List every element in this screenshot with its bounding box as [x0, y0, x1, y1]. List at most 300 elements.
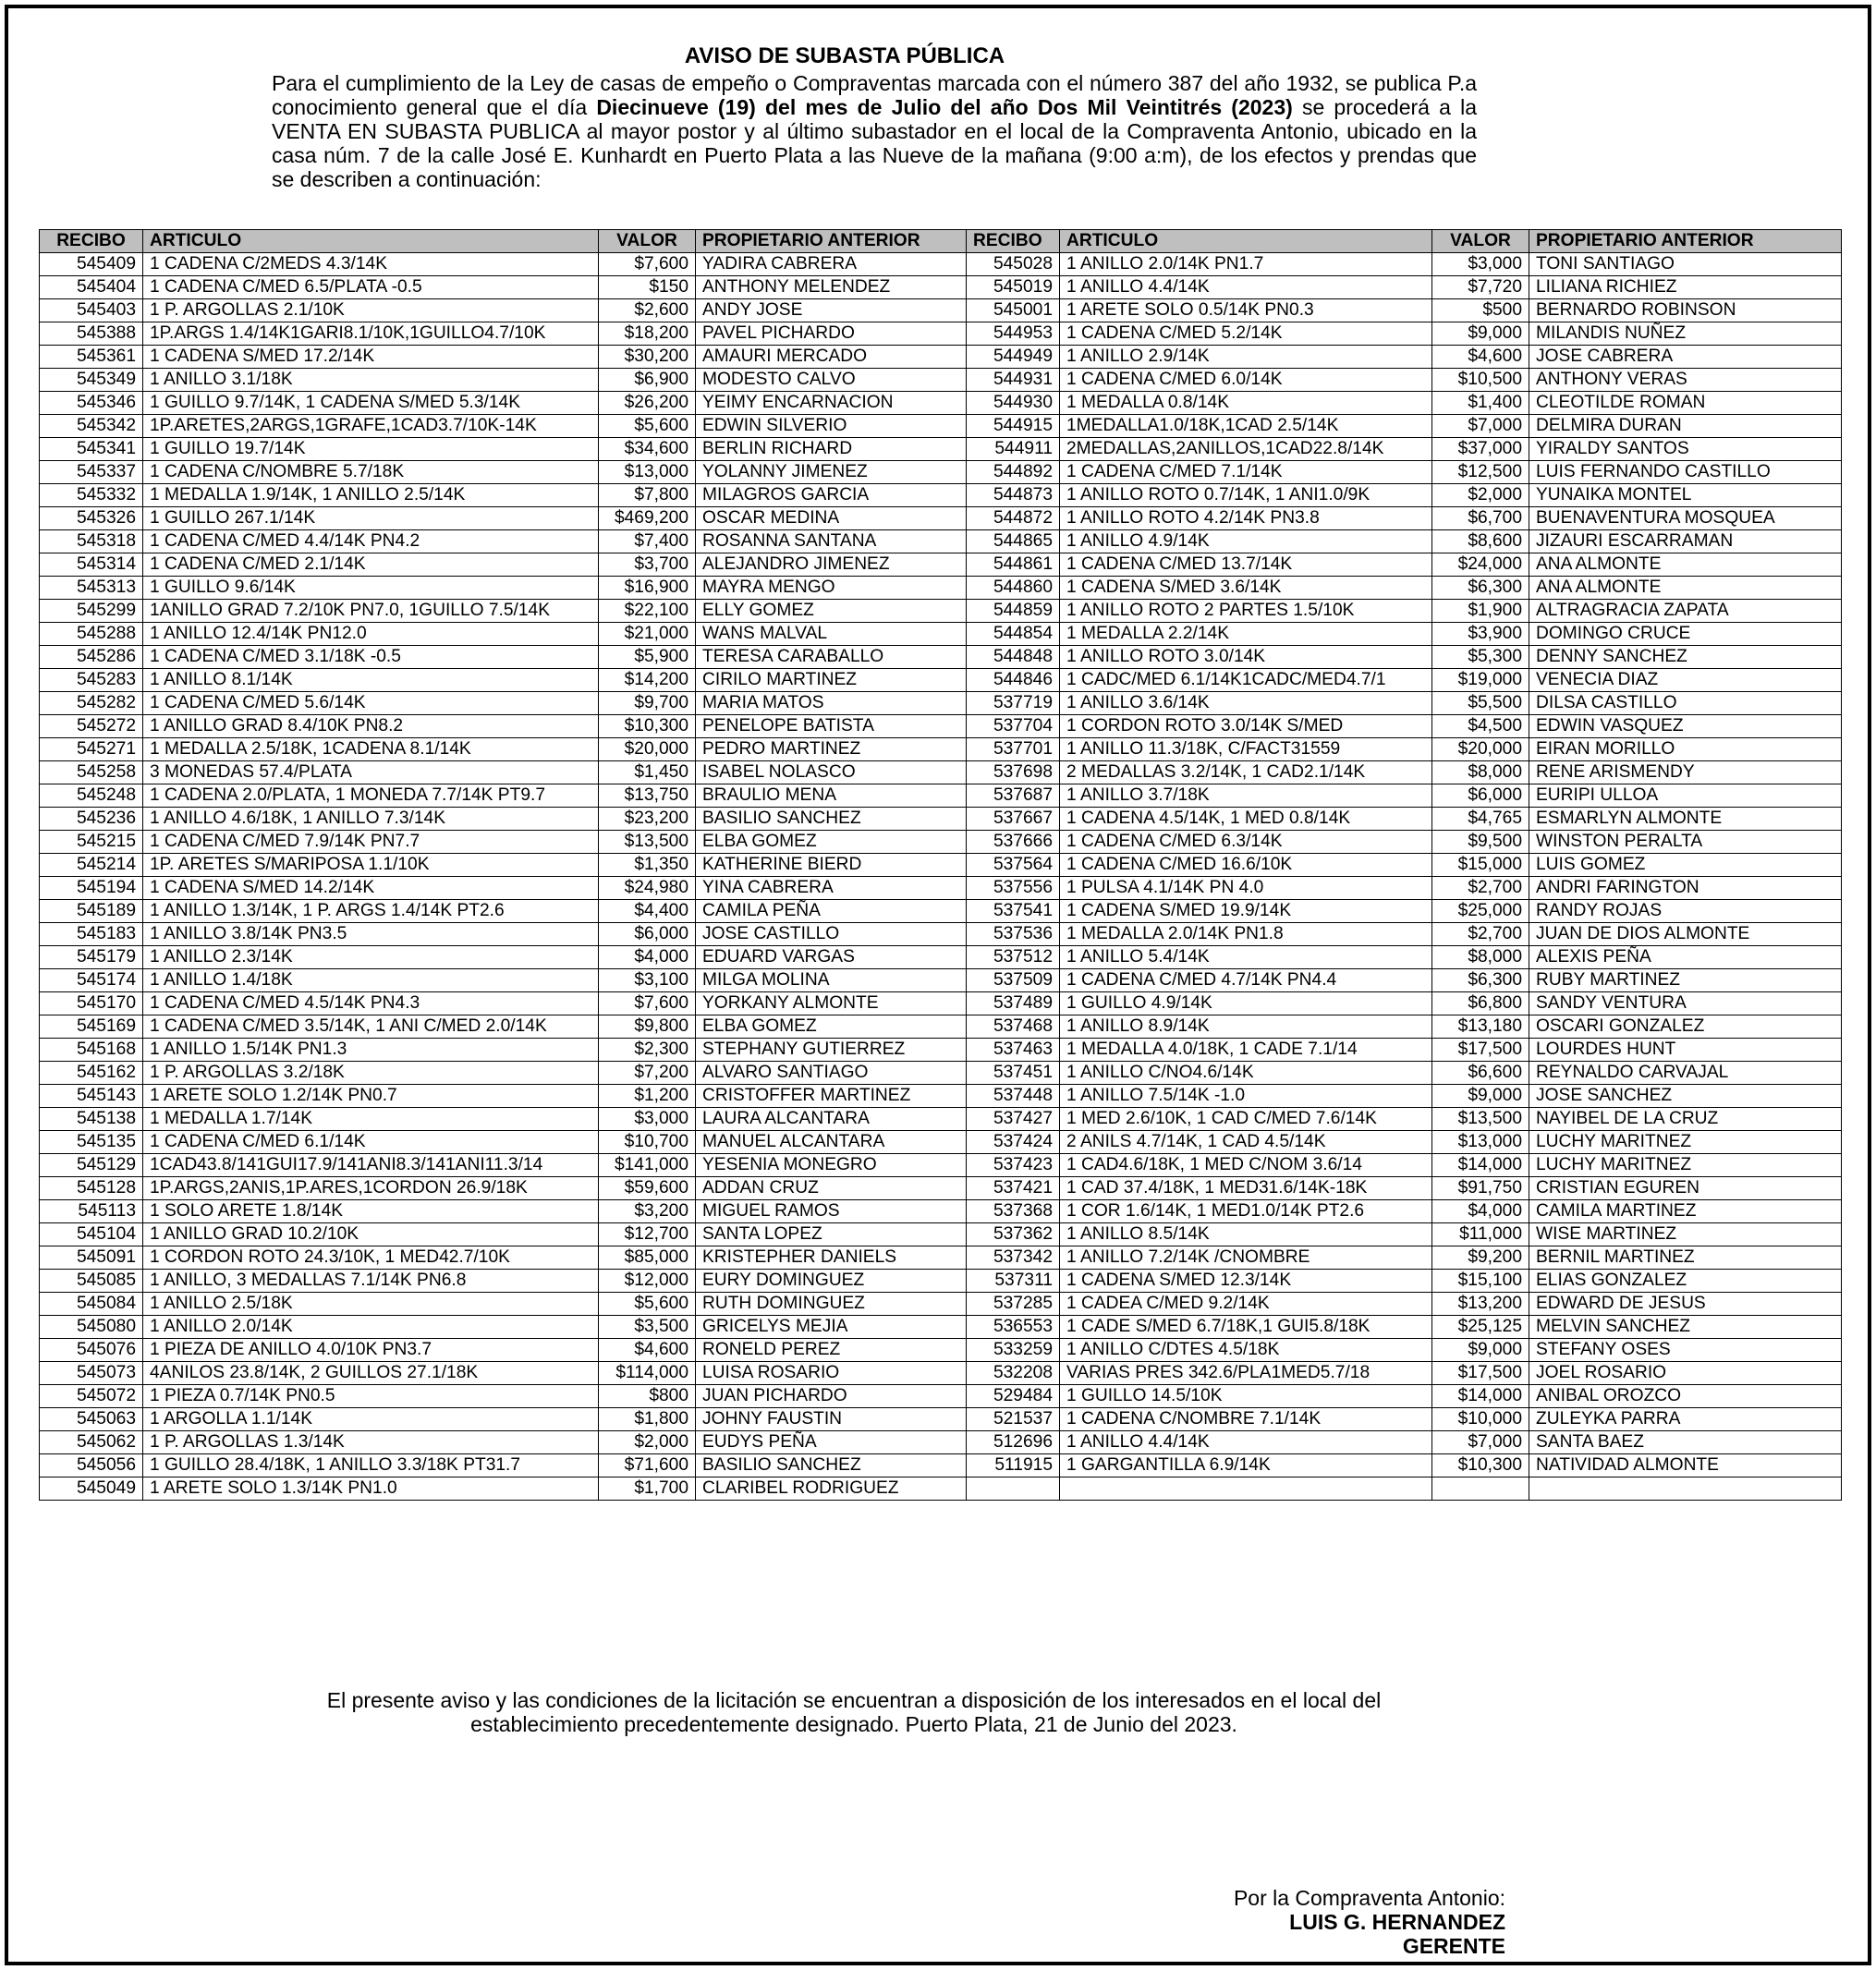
- propietario-cell: CRISTOFFER MARTINEZ: [696, 1085, 967, 1108]
- propietario-cell: LUISA ROSARIO: [696, 1362, 967, 1385]
- valor-cell-2: $8,000: [1432, 946, 1529, 969]
- table-row: [40, 484, 1842, 507]
- recibo-cell: 545170: [40, 992, 143, 1015]
- propietario-cell: MILGA MOLINA: [696, 969, 967, 992]
- propietario-cell-2: ANTHONY VERAS: [1529, 369, 1842, 392]
- articulo-cell: 1 ANILLO GRAD 10.2/10K: [143, 1223, 599, 1246]
- propietario-cell: ELBA GOMEZ: [696, 831, 967, 854]
- propietario-cell-2: JIZAURI ESCARRAMAN: [1529, 530, 1842, 553]
- recibo-cell: 545169: [40, 1015, 143, 1039]
- articulo-cell: 1P.ARGS 1.4/14K1GARI8.1/10K,1GUILLO4.7/10K: [143, 322, 599, 346]
- propietario-cell-2: RENE ARISMENDY: [1529, 761, 1842, 784]
- table-row: [40, 530, 1842, 553]
- valor-cell: $5,600: [599, 1293, 696, 1316]
- articulo-cell: 1 CADENA C/MED 4.4/14K PN4.2: [143, 530, 599, 553]
- propietario-cell: CLARIBEL RODRIGUEZ: [696, 1478, 967, 1501]
- articulo-cell-2: 1 CADENA 4.5/14K, 1 MED 0.8/14K: [1060, 808, 1432, 831]
- valor-cell: $9,800: [599, 1015, 696, 1039]
- table-row: [40, 900, 1842, 923]
- valor-cell: $9,700: [599, 692, 696, 715]
- propietario-cell-2: DILSA CASTILLO: [1529, 692, 1842, 715]
- articulo-cell-2: 1 MEDALLA 2.2/14K: [1060, 623, 1432, 646]
- valor-cell: $6,000: [599, 923, 696, 946]
- propietario-cell: JUAN PICHARDO: [696, 1385, 967, 1408]
- articulo-cell-2: 1 ANILLO 5.4/14K: [1060, 946, 1432, 969]
- recibo-cell: 545085: [40, 1270, 143, 1293]
- valor-cell: $5,900: [599, 646, 696, 669]
- valor-cell: $141,000: [599, 1154, 696, 1177]
- valor-cell: $6,900: [599, 369, 696, 392]
- table-row: [40, 1200, 1842, 1223]
- recibo-cell-2: 545028: [967, 253, 1060, 276]
- valor-cell-2: $13,180: [1432, 1015, 1529, 1039]
- table-header-row: [40, 230, 1842, 253]
- valor-cell-2: $2,000: [1432, 484, 1529, 507]
- valor-cell: $5,600: [599, 415, 696, 438]
- propietario-cell-2: CRISTIAN EGUREN: [1529, 1177, 1842, 1200]
- table-row: [40, 1270, 1842, 1293]
- recibo-cell: 545283: [40, 669, 143, 692]
- table-row: [40, 808, 1842, 831]
- articulo-cell: 1P. ARETES S/MARIPOSA 1.1/10K: [143, 854, 599, 877]
- articulo-cell: 1P.ARETES,2ARGS,1GRAFE,1CAD3.7/10K-14K: [143, 415, 599, 438]
- propietario-cell-2: BERNARDO ROBINSON: [1529, 299, 1842, 322]
- valor-cell-2: $10,300: [1432, 1454, 1529, 1478]
- propietario-cell-2: JOEL ROSARIO: [1529, 1362, 1842, 1385]
- articulo-cell: 1 ANILLO, 3 MEDALLAS 7.1/14K PN6.8: [143, 1270, 599, 1293]
- articulo-cell-2: 1 MEDALLA 0.8/14K: [1060, 392, 1432, 415]
- recibo-cell: 545084: [40, 1293, 143, 1316]
- propietario-cell: BERLIN RICHARD: [696, 438, 967, 461]
- propietario-cell-2: DOMINGO CRUCE: [1529, 623, 1842, 646]
- valor-cell-2: $14,000: [1432, 1154, 1529, 1177]
- articulo-cell: 1 CADENA C/MED 3.1/18K -0.5: [143, 646, 599, 669]
- valor-cell: $14,200: [599, 669, 696, 692]
- articulo-cell-2: 1 GARGANTILLA 6.9/14K: [1060, 1454, 1432, 1478]
- propietario-cell-2: ZULEYKA PARRA: [1529, 1408, 1842, 1431]
- table-row: [40, 1246, 1842, 1270]
- articulo-cell: 1 GUILLO 28.4/18K, 1 ANILLO 3.3/18K PT31.7: [143, 1454, 599, 1478]
- recibo-cell-2: 537424: [967, 1131, 1060, 1154]
- valor-cell: $1,700: [599, 1478, 696, 1501]
- articulo-cell-2: 1 CORDON ROTO 3.0/14K S/MED: [1060, 715, 1432, 738]
- propietario-cell-2: DENNY SANCHEZ: [1529, 646, 1842, 669]
- table-row: [40, 553, 1842, 577]
- valor-cell-2: [1432, 1478, 1529, 1501]
- valor-cell-2: $10,000: [1432, 1408, 1529, 1431]
- propietario-cell: CAMILA PEÑA: [696, 900, 967, 923]
- propietario-cell: WANS MALVAL: [696, 623, 967, 646]
- valor-cell: $800: [599, 1385, 696, 1408]
- table-row: [40, 1177, 1842, 1200]
- valor-cell-2: $6,300: [1432, 969, 1529, 992]
- valor-cell-2: $6,600: [1432, 1062, 1529, 1085]
- articulo-cell-2: 1 CADENA C/MED 16.6/10K: [1060, 854, 1432, 877]
- propietario-cell: ALVARO SANTIAGO: [696, 1062, 967, 1085]
- header-propietario-2: PROPIETARIO ANTERIOR: [1529, 230, 1842, 253]
- propietario-cell-2: SANTA BAEZ: [1529, 1431, 1842, 1454]
- table-row: [40, 1316, 1842, 1339]
- valor-cell-2: $2,700: [1432, 877, 1529, 900]
- articulo-cell: 1 CADENA C/MED 6.1/14K: [143, 1131, 599, 1154]
- propietario-cell-2: JOSE CABRERA: [1529, 346, 1842, 369]
- recibo-cell-2: 545001: [967, 299, 1060, 322]
- table-row: [40, 600, 1842, 623]
- recibo-cell-2: 537468: [967, 1015, 1060, 1039]
- propietario-cell-2: MELVIN SANCHEZ: [1529, 1316, 1842, 1339]
- propietario-cell-2: WINSTON PERALTA: [1529, 831, 1842, 854]
- recibo-cell-2: 537368: [967, 1200, 1060, 1223]
- recibo-cell-2: 537489: [967, 992, 1060, 1015]
- table-row: [40, 738, 1842, 761]
- valor-cell: $1,450: [599, 761, 696, 784]
- recibo-cell: 545215: [40, 831, 143, 854]
- valor-cell-2: $7,000: [1432, 1431, 1529, 1454]
- propietario-cell-2: VENECIA DIAZ: [1529, 669, 1842, 692]
- propietario-cell-2: WISE MARTINEZ: [1529, 1223, 1842, 1246]
- recibo-cell-2: 537719: [967, 692, 1060, 715]
- articulo-cell: 1 CADENA C/2MEDS 4.3/14K: [143, 253, 599, 276]
- valor-cell: $12,000: [599, 1270, 696, 1293]
- propietario-cell: LAURA ALCANTARA: [696, 1108, 967, 1131]
- propietario-cell-2: JUAN DE DIOS ALMONTE: [1529, 923, 1842, 946]
- valor-cell: $3,500: [599, 1316, 696, 1339]
- propietario-cell: BASILIO SANCHEZ: [696, 808, 967, 831]
- propietario-cell-2: BERNIL MARTINEZ: [1529, 1246, 1842, 1270]
- propietario-cell: ANDY JOSE: [696, 299, 967, 322]
- articulo-cell-2: 1 CADC/MED 6.1/14K1CADC/MED4.7/1: [1060, 669, 1432, 692]
- propietario-cell: CIRILO MARTINEZ: [696, 669, 967, 692]
- valor-cell-2: $2,700: [1432, 923, 1529, 946]
- recibo-cell: 545272: [40, 715, 143, 738]
- valor-cell: $13,000: [599, 461, 696, 484]
- valor-cell: $114,000: [599, 1362, 696, 1385]
- recibo-cell-2: 544911: [967, 438, 1060, 461]
- articulo-cell-2: 1 ANILLO 7.5/14K -1.0: [1060, 1085, 1432, 1108]
- table-row: [40, 1223, 1842, 1246]
- valor-cell: $23,200: [599, 808, 696, 831]
- propietario-cell: AMAURI MERCADO: [696, 346, 967, 369]
- articulo-cell: 1 P. ARGOLLAS 3.2/18K: [143, 1062, 599, 1085]
- propietario-cell: MILAGROS GARCIA: [696, 484, 967, 507]
- articulo-cell: 1 MEDALLA 1.7/14K: [143, 1108, 599, 1131]
- articulo-cell: 3 MONEDAS 57.4/PLATA: [143, 761, 599, 784]
- recibo-cell-2: 529484: [967, 1385, 1060, 1408]
- articulo-cell: 1 ANILLO 3.1/18K: [143, 369, 599, 392]
- valor-cell: $7,400: [599, 530, 696, 553]
- recibo-cell-2: 544930: [967, 392, 1060, 415]
- propietario-cell-2: RUBY MARTINEZ: [1529, 969, 1842, 992]
- articulo-cell-2: 1 ANILLO C/NO4.6/14K: [1060, 1062, 1432, 1085]
- table-row: [40, 623, 1842, 646]
- propietario-cell: ADDAN CRUZ: [696, 1177, 967, 1200]
- articulo-cell-2: 1 CADENA S/MED 19.9/14K: [1060, 900, 1432, 923]
- propietario-cell-2: LUCHY MARITNEZ: [1529, 1154, 1842, 1177]
- propietario-cell: KRISTEPHER DANIELS: [696, 1246, 967, 1270]
- propietario-cell-2: CAMILA MARTINEZ: [1529, 1200, 1842, 1223]
- valor-cell-2: $9,000: [1432, 1339, 1529, 1362]
- table-row: [40, 1039, 1842, 1062]
- signature-name: LUIS G. HERNANDEZ: [1289, 1910, 1505, 1934]
- recibo-cell-2: 544865: [967, 530, 1060, 553]
- recibo-cell-2: 544915: [967, 415, 1060, 438]
- recibo-cell-2: 512696: [967, 1431, 1060, 1454]
- header-valor: VALOR: [599, 230, 696, 253]
- table-row: [40, 1339, 1842, 1362]
- valor-cell-2: $500: [1432, 299, 1529, 322]
- propietario-cell-2: YIRALDY SANTOS: [1529, 438, 1842, 461]
- articulo-cell-2: 1 ANILLO 3.7/18K: [1060, 784, 1432, 808]
- valor-cell-2: $9,000: [1432, 322, 1529, 346]
- recibo-cell: 545361: [40, 346, 143, 369]
- recibo-cell-2: 537667: [967, 808, 1060, 831]
- articulo-cell: 1 CADENA C/MED 7.9/14K PN7.7: [143, 831, 599, 854]
- recibo-cell-2: 544892: [967, 461, 1060, 484]
- valor-cell-2: $15,100: [1432, 1270, 1529, 1293]
- articulo-cell: 1 CADENA S/MED 14.2/14K: [143, 877, 599, 900]
- recibo-cell: 545129: [40, 1154, 143, 1177]
- valor-cell-2: $25,125: [1432, 1316, 1529, 1339]
- recibo-cell-2: 537423: [967, 1154, 1060, 1177]
- propietario-cell-2: NAYIBEL DE LA CRUZ: [1529, 1108, 1842, 1131]
- articulo-cell-2: [1060, 1478, 1432, 1501]
- table-row: [40, 415, 1842, 438]
- valor-cell-2: $17,500: [1432, 1362, 1529, 1385]
- recibo-cell: 545135: [40, 1131, 143, 1154]
- articulo-cell: 1 CADENA C/MED 5.6/14K: [143, 692, 599, 715]
- table-row: [40, 1085, 1842, 1108]
- propietario-cell: ELLY GOMEZ: [696, 600, 967, 623]
- valor-cell: $30,200: [599, 346, 696, 369]
- valor-cell: $20,000: [599, 738, 696, 761]
- propietario-cell-2: OSCARI GONZALEZ: [1529, 1015, 1842, 1039]
- table-row: [40, 854, 1842, 877]
- valor-cell-2: $13,000: [1432, 1131, 1529, 1154]
- recibo-cell: 545337: [40, 461, 143, 484]
- recibo-cell-2: 537463: [967, 1039, 1060, 1062]
- recibo-cell: 545409: [40, 253, 143, 276]
- recibo-cell-2: 544854: [967, 623, 1060, 646]
- recibo-cell: 545162: [40, 1062, 143, 1085]
- articulo-cell: 1 ANILLO 2.0/14K: [143, 1316, 599, 1339]
- valor-cell: $2,000: [599, 1431, 696, 1454]
- articulo-cell: 1 ANILLO 12.4/14K PN12.0: [143, 623, 599, 646]
- propietario-cell: MAYRA MENGO: [696, 577, 967, 600]
- valor-cell: $1,350: [599, 854, 696, 877]
- recibo-cell-2: 537448: [967, 1085, 1060, 1108]
- propietario-cell: YORKANY ALMONTE: [696, 992, 967, 1015]
- table-row: [40, 1154, 1842, 1177]
- propietario-cell-2: EDWARD DE JESUS: [1529, 1293, 1842, 1316]
- articulo-cell: 1 ANILLO 1.3/14K, 1 P. ARGS 1.4/14K PT2.6: [143, 900, 599, 923]
- valor-cell-2: $4,500: [1432, 715, 1529, 738]
- recibo-cell-2: 537311: [967, 1270, 1060, 1293]
- articulo-cell: 1 ANILLO 2.5/18K: [143, 1293, 599, 1316]
- propietario-cell-2: EURIPI ULLOA: [1529, 784, 1842, 808]
- propietario-cell: PAVEL PICHARDO: [696, 322, 967, 346]
- recibo-cell-2: 537342: [967, 1246, 1060, 1270]
- propietario-cell: ALEJANDRO JIMENEZ: [696, 553, 967, 577]
- valor-cell-2: $12,500: [1432, 461, 1529, 484]
- valor-cell-2: $20,000: [1432, 738, 1529, 761]
- propietario-cell: YOLANNY JIMENEZ: [696, 461, 967, 484]
- propietario-cell: MIGUEL RAMOS: [696, 1200, 967, 1223]
- articulo-cell-2: 1 CADENA C/NOMBRE 7.1/14K: [1060, 1408, 1432, 1431]
- valor-cell: $71,600: [599, 1454, 696, 1478]
- valor-cell-2: $6,700: [1432, 507, 1529, 530]
- articulo-cell: 1 PIEZA DE ANILLO 4.0/10K PN3.7: [143, 1339, 599, 1362]
- articulo-cell-2: 2 ANILS 4.7/14K, 1 CAD 4.5/14K: [1060, 1131, 1432, 1154]
- articulo-cell-2: 1 CAD4.6/18K, 1 MED C/NOM 3.6/14: [1060, 1154, 1432, 1177]
- valor-cell: $1,800: [599, 1408, 696, 1431]
- footer-note: [221, 1688, 1487, 1736]
- articulo-cell-2: 1 PULSA 4.1/14K PN 4.0: [1060, 877, 1432, 900]
- propietario-cell-2: SANDY VENTURA: [1529, 992, 1842, 1015]
- valor-cell-2: $4,000: [1432, 1200, 1529, 1223]
- articulo-cell: 1 ARETE SOLO 1.2/14K PN0.7: [143, 1085, 599, 1108]
- propietario-cell-2: LUIS GOMEZ: [1529, 854, 1842, 877]
- articulo-cell-2: 1 CADENA C/MED 7.1/14K: [1060, 461, 1432, 484]
- valor-cell-2: $15,000: [1432, 854, 1529, 877]
- table-row: [40, 1478, 1842, 1501]
- table-row: [40, 1293, 1842, 1316]
- recibo-cell: 545236: [40, 808, 143, 831]
- valor-cell-2: $9,200: [1432, 1246, 1529, 1270]
- valor-cell-2: $6,800: [1432, 992, 1529, 1015]
- articulo-cell: 1ANILLO GRAD 7.2/10K PN7.0, 1GUILLO 7.5/14K: [143, 600, 599, 623]
- table-row: [40, 646, 1842, 669]
- propietario-cell-2: CLEOTILDE ROMAN: [1529, 392, 1842, 415]
- propietario-cell: PENELOPE BATISTA: [696, 715, 967, 738]
- table-row: [40, 1408, 1842, 1431]
- recibo-cell: 545404: [40, 276, 143, 299]
- recibo-cell: 545049: [40, 1478, 143, 1501]
- articulo-cell: 1 MEDALLA 2.5/18K, 1CADENA 8.1/14K: [143, 738, 599, 761]
- propietario-cell: YEIMY ENCARNACION: [696, 392, 967, 415]
- valor-cell: $13,750: [599, 784, 696, 808]
- valor-cell-2: $9,000: [1432, 1085, 1529, 1108]
- recibo-cell-2: 537666: [967, 831, 1060, 854]
- articulo-cell-2: 1 ANILLO 8.9/14K: [1060, 1015, 1432, 1039]
- recibo-cell: 545349: [40, 369, 143, 392]
- recibo-cell: 545143: [40, 1085, 143, 1108]
- valor-cell-2: $1,400: [1432, 392, 1529, 415]
- propietario-cell-2: RANDY ROJAS: [1529, 900, 1842, 923]
- propietario-cell-2: ALTRAGRACIA ZAPATA: [1529, 600, 1842, 623]
- articulo-cell-2: 1 ANILLO 2.0/14K PN1.7: [1060, 253, 1432, 276]
- header-articulo-2: ARTICULO: [1060, 230, 1432, 253]
- recibo-cell: 545342: [40, 415, 143, 438]
- valor-cell: $12,700: [599, 1223, 696, 1246]
- articulo-cell-2: 1 CAD 37.4/18K, 1 MED31.6/14K-18K: [1060, 1177, 1432, 1200]
- articulo-cell-2: VARIAS PRES 342.6/PLA1MED5.7/18: [1060, 1362, 1432, 1385]
- valor-cell: $24,980: [599, 877, 696, 900]
- table-row: [40, 1385, 1842, 1408]
- table-row: [40, 1454, 1842, 1478]
- articulo-cell: 1 ANILLO 4.6/18K, 1 ANILLO 7.3/14K: [143, 808, 599, 831]
- recibo-cell-2: 536553: [967, 1316, 1060, 1339]
- table-row: [40, 923, 1842, 946]
- articulo-cell-2: 2MEDALLAS,2ANILLOS,1CAD22.8/14K: [1060, 438, 1432, 461]
- propietario-cell-2: JOSE SANCHEZ: [1529, 1085, 1842, 1108]
- recibo-cell-2: 537427: [967, 1108, 1060, 1131]
- recibo-cell: 545138: [40, 1108, 143, 1131]
- propietario-cell-2: MILANDIS NUÑEZ: [1529, 322, 1842, 346]
- propietario-cell-2: YUNAIKA MONTEL: [1529, 484, 1842, 507]
- valor-cell: $10,700: [599, 1131, 696, 1154]
- table-row: [40, 1431, 1842, 1454]
- articulo-cell: 1 CADENA C/MED 4.5/14K PN4.3: [143, 992, 599, 1015]
- signature-role: GERENTE: [1402, 1934, 1505, 1958]
- propietario-cell-2: ANDRI FARINGTON: [1529, 877, 1842, 900]
- recibo-cell-2: [967, 1478, 1060, 1501]
- recibo-cell: 545113: [40, 1200, 143, 1223]
- recibo-cell-2: 544846: [967, 669, 1060, 692]
- recibo-cell-2: 521537: [967, 1408, 1060, 1431]
- valor-cell: $3,000: [599, 1108, 696, 1131]
- propietario-cell-2: ANA ALMONTE: [1529, 577, 1842, 600]
- table-row: [40, 761, 1842, 784]
- articulo-cell: 1 MEDALLA 1.9/14K, 1 ANILLO 2.5/14K: [143, 484, 599, 507]
- propietario-cell-2: ANA ALMONTE: [1529, 553, 1842, 577]
- recibo-cell: 545076: [40, 1339, 143, 1362]
- valor-cell: $16,900: [599, 577, 696, 600]
- articulo-cell-2: 1 CADENA C/MED 13.7/14K: [1060, 553, 1432, 577]
- propietario-cell: TERESA CARABALLO: [696, 646, 967, 669]
- propietario-cell: EUDYS PEÑA: [696, 1431, 967, 1454]
- notice-intro: [272, 71, 1477, 191]
- propietario-cell: ELBA GOMEZ: [696, 1015, 967, 1039]
- intro-text-end: se procederá a la VENTA EN SUBASTA PUBLICA al mayor postor y al último subastador en el local de la Compraventa Antonio, ubicado en la casa núm. 7 de la calle José E. Kunhardt en Puerto Plata a las Nueve de la mañana (9:00 a:m), de los efectos y prendas que se describen a continuación:: [272, 95, 1477, 191]
- recibo-cell-2: 533259: [967, 1339, 1060, 1362]
- recibo-cell: 545189: [40, 900, 143, 923]
- articulo-cell: 1 ARETE SOLO 1.3/14K PN1.0: [143, 1478, 599, 1501]
- articulo-cell-2: 1 ANILLO 7.2/14K /CNOMBRE: [1060, 1246, 1432, 1270]
- propietario-cell: OSCAR MEDINA: [696, 507, 967, 530]
- articulo-cell: 1 GUILLO 9.6/14K: [143, 577, 599, 600]
- valor-cell-2: $37,000: [1432, 438, 1529, 461]
- propietario-cell: MARIA MATOS: [696, 692, 967, 715]
- articulo-cell: 4ANILOS 23.8/14K, 2 GUILLOS 27.1/18K: [143, 1362, 599, 1385]
- valor-cell: $4,000: [599, 946, 696, 969]
- articulo-cell-2: 1 CADENA C/MED 6.0/14K: [1060, 369, 1432, 392]
- propietario-cell: BASILIO SANCHEZ: [696, 1454, 967, 1478]
- valor-cell: $26,200: [599, 392, 696, 415]
- table-row: [40, 715, 1842, 738]
- propietario-cell: GRICELYS MEJIA: [696, 1316, 967, 1339]
- footer-note-line-1: El presente aviso y las condiciones de la licitación se encuentran a disposición de los interesados en el local del: [326, 1688, 1382, 1712]
- valor-cell-2: $4,765: [1432, 808, 1529, 831]
- valor-cell: $2,600: [599, 299, 696, 322]
- valor-cell: $7,600: [599, 992, 696, 1015]
- recibo-cell-2: 544873: [967, 484, 1060, 507]
- recibo-cell: 545286: [40, 646, 143, 669]
- valor-cell: $3,700: [599, 553, 696, 577]
- valor-cell-2: $14,000: [1432, 1385, 1529, 1408]
- articulo-cell-2: 1 ARETE SOLO 0.5/14K PN0.3: [1060, 299, 1432, 322]
- recibo-cell-2: 544953: [967, 322, 1060, 346]
- articulo-cell: 1 ANILLO 1.4/18K: [143, 969, 599, 992]
- articulo-cell-2: 1 ANILLO ROTO 4.2/14K PN3.8: [1060, 507, 1432, 530]
- articulo-cell: 1 GUILLO 267.1/14K: [143, 507, 599, 530]
- valor-cell-2: $91,750: [1432, 1177, 1529, 1200]
- propietario-cell-2: LILIANA RICHIEZ: [1529, 276, 1842, 299]
- recibo-cell: 545282: [40, 692, 143, 715]
- articulo-cell-2: 1 ANILLO ROTO 3.0/14K: [1060, 646, 1432, 669]
- signature-block: [1154, 1886, 1505, 1958]
- articulo-cell-2: 1 ANILLO ROTO 0.7/14K, 1 ANI1.0/9K: [1060, 484, 1432, 507]
- valor-cell: $3,200: [599, 1200, 696, 1223]
